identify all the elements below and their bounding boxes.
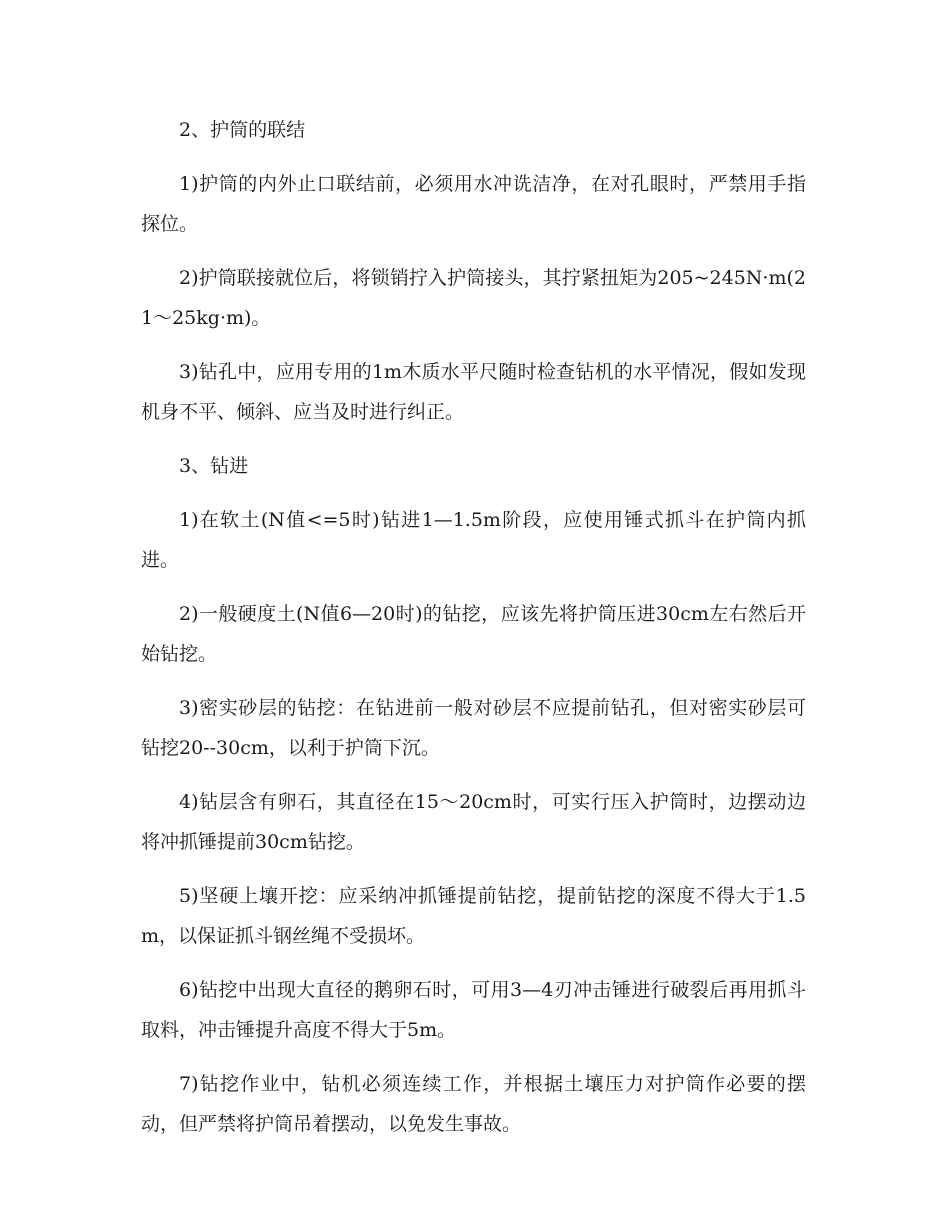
paragraph-lock-torque: 2)护筒联接就位后，将锁销拧入护筒接头，其拧紧扭矩为205~245N·m(21～25kg·m)。 (141, 267, 806, 329)
document-body (141, 110, 806, 1158)
section-heading-casing-connection: 2、护筒的联结 (179, 119, 306, 141)
paragraph-casing-rinse: 1)护筒的内外止口联结前，必须用水冲诜洁净，在对孔眼时，严禁用手指探位。 (141, 173, 806, 235)
paragraph-level-check: 3)钻孔中，应用专用的1m木质水平尺随时检查钻机的水平情况，假如发现机身不平、倾斜、应当及时进行纠正。 (141, 361, 806, 423)
paragraph-hard-soil: 5)坚硬上壤开挖：应采纳冲抓锤提前钻挖，提前钻挖的深度不得大于1.5m，以保证抓斗钢丝绳不受损坏。 (141, 885, 806, 947)
paragraph-dense-sand: 3)密实砂层的钻挖：在钻进前一般对砂层不应提前钻孔，但对密实砂层可钻挖20--30cm，以利于护筒下沉。 (141, 697, 806, 759)
paragraph-large-boulder: 6)钻挖中出现大直径的鹅卵石时，可用3—4刃冲击锤进行破裂后再用抓斗取料，冲击锤提升高度不得大于5m。 (141, 979, 806, 1041)
section-heading-drilling: 3、钻进 (179, 455, 249, 477)
paragraph-continuous-operation: 7)钻挖作业中，钻机必须连续工作，并根据土壤压力对护筒作必要的摆动，但严禁将护筒吊着摆动，以免发生事故。 (141, 1073, 806, 1135)
paragraph-soft-soil: 1)在软土(N值<=5时)钻进1—1.5m阶段，应使用锤式抓斗在护筒内抓进。 (141, 509, 806, 571)
paragraph-medium-soil: 2)一般硬度土(N值6—20时)的钻挖，应该先将护筒压进30cm左右然后开始钻挖。 (141, 603, 806, 665)
paragraph-pebble-layer: 4)钻层含有卵石，其直径在15～20cm时，可实行压入护筒时，边摆动边将冲抓锤提前30cm钻挖。 (141, 791, 806, 853)
